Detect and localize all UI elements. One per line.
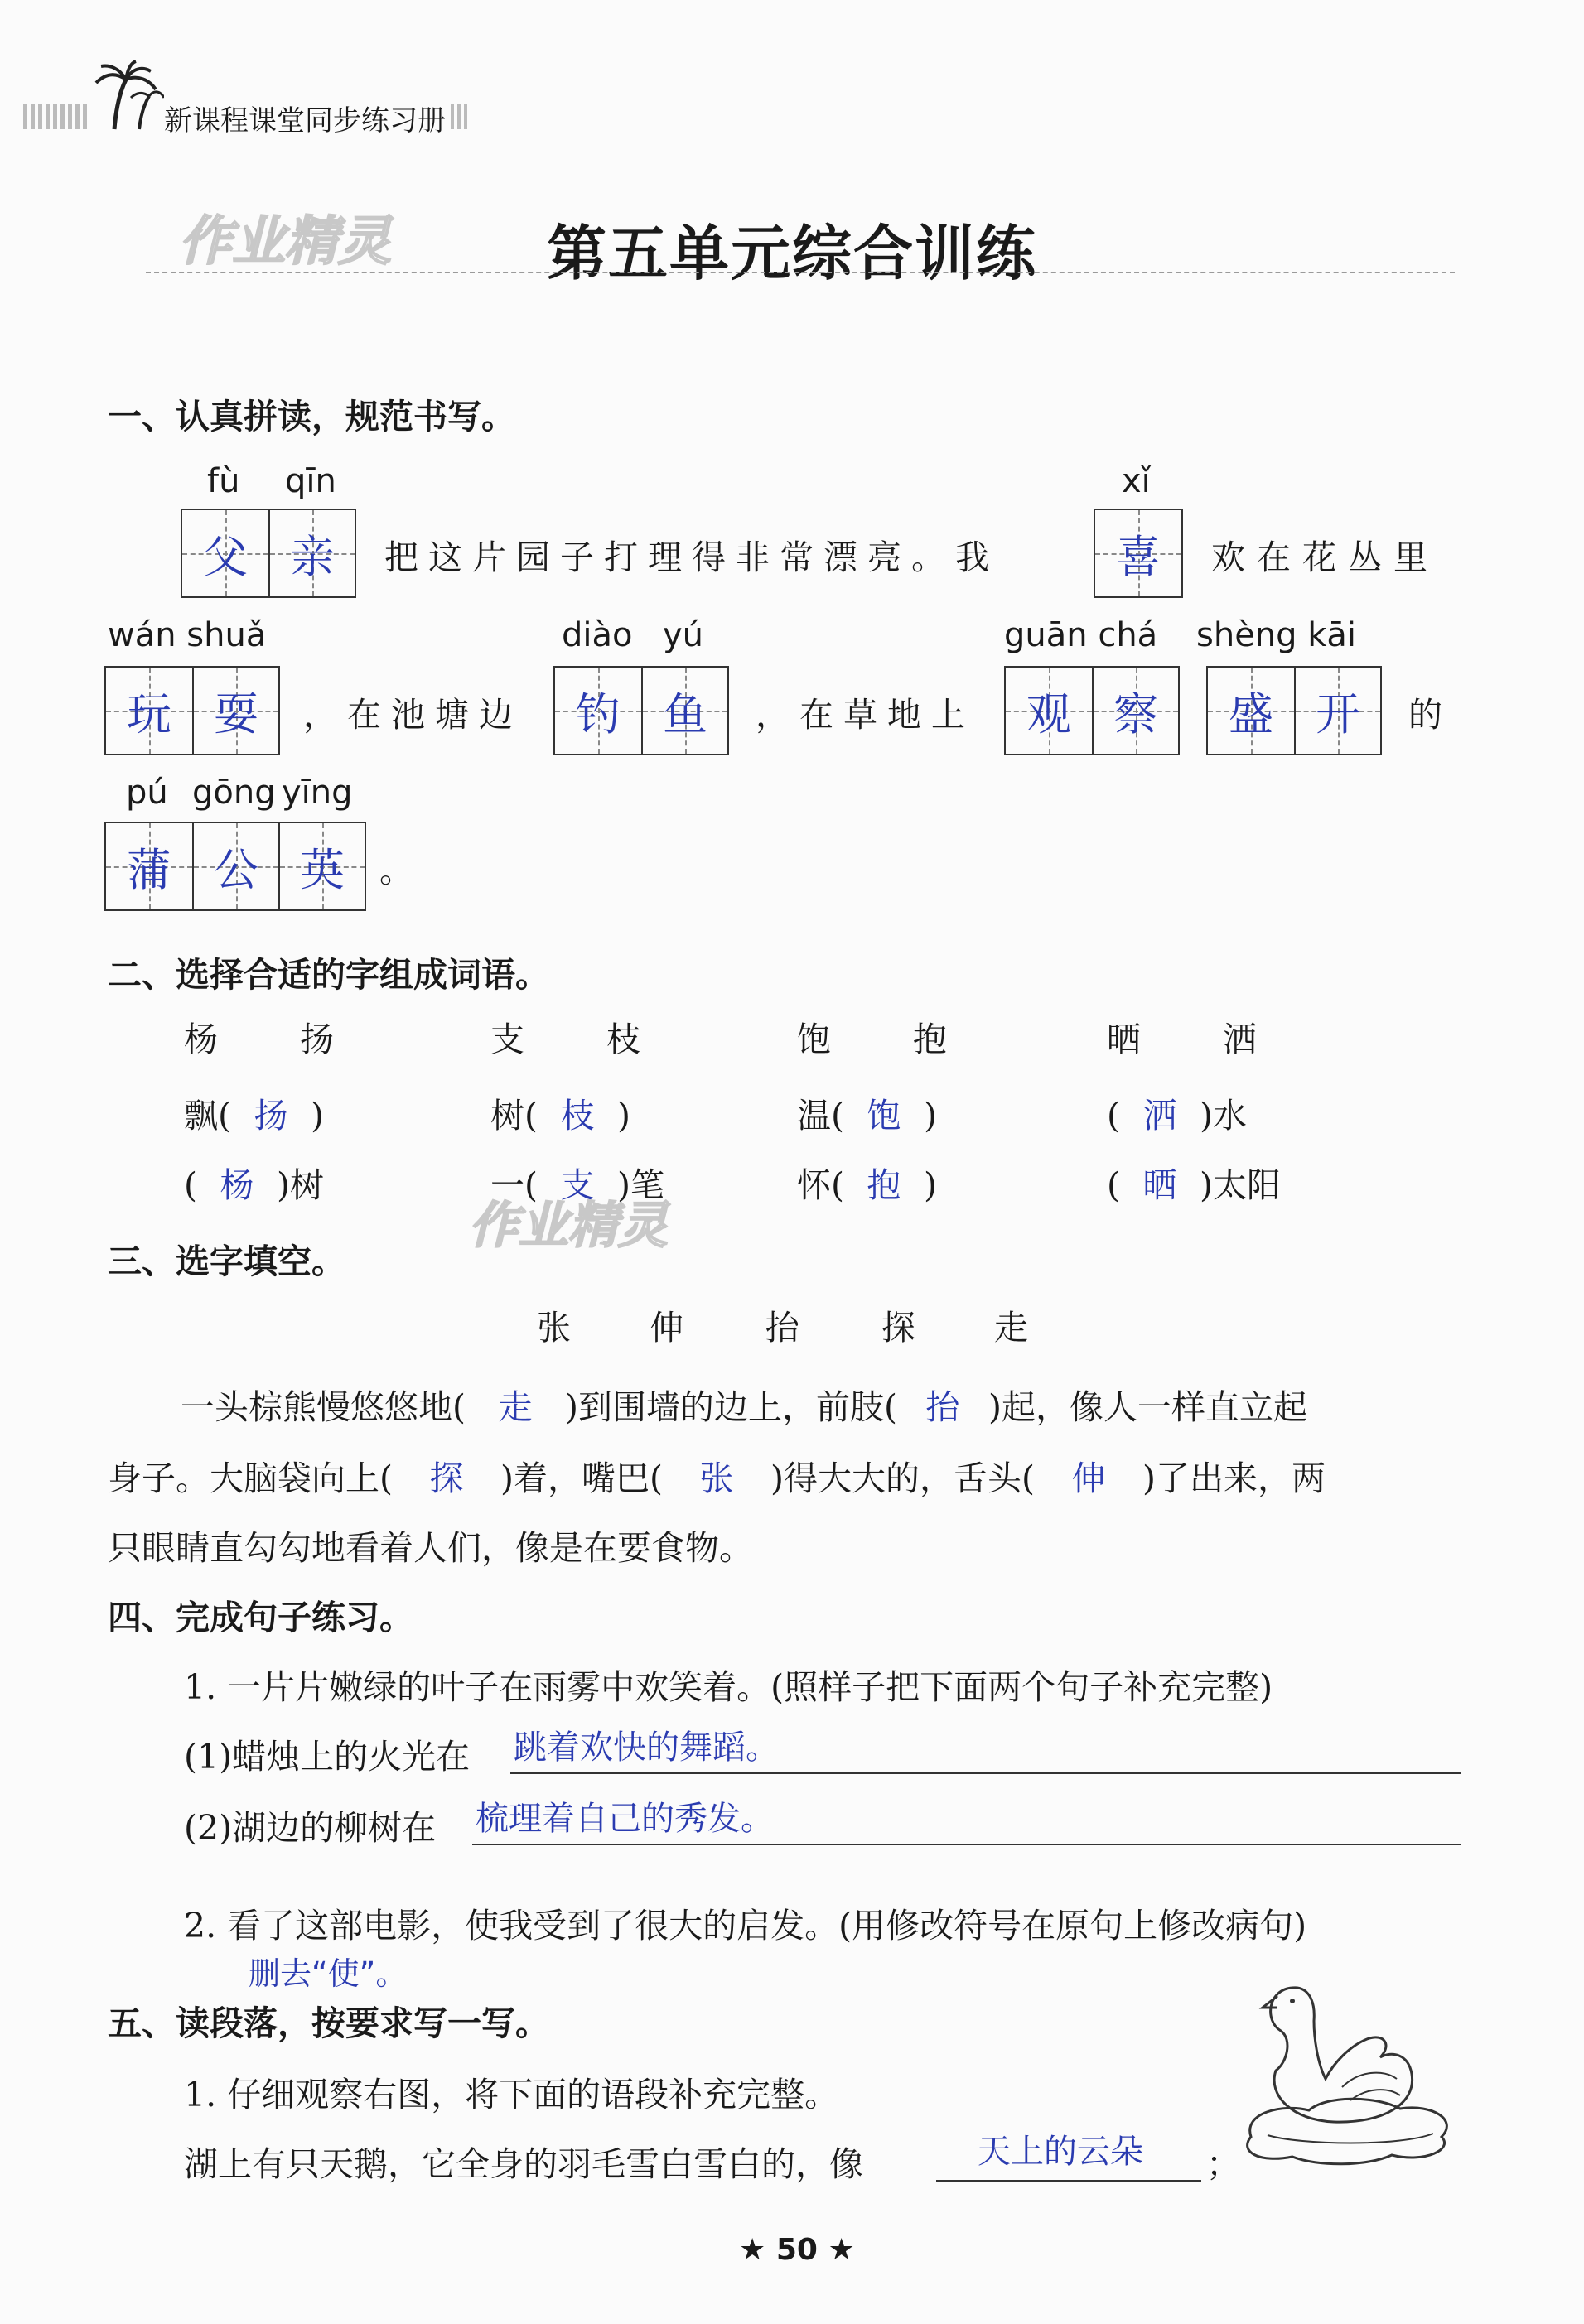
watermark: 作业精灵 [469, 1197, 668, 1255]
text-segment: 一头棕熊慢悠悠地( [181, 1387, 466, 1427]
option-char: 抱 [913, 1020, 947, 1059]
sentence-text: 欢在花丛里 [1211, 538, 1439, 577]
paragraph-line [108, 1451, 1326, 1500]
answer-box-pugongying[interactable] [104, 822, 366, 911]
answer-box-diaoyu[interactable] [553, 666, 729, 755]
section-5-heading: 五、读段落，按要求写一写。 [108, 2003, 549, 2043]
answer-line[interactable] [472, 1792, 1461, 1845]
pinyin-xi: xǐ [1122, 462, 1151, 500]
word-blank[interactable] [184, 1158, 324, 1207]
option-char: 洒 [1223, 1020, 1257, 1059]
answer-line[interactable] [936, 2125, 1201, 2182]
answer: 跳着欢快的舞蹈。 [514, 1729, 779, 1767]
blank-suffix: ) [617, 1096, 630, 1135]
answer: 伸 [1071, 1459, 1106, 1498]
word-blank[interactable] [1107, 1158, 1281, 1207]
pinyin-diao: diào [562, 616, 633, 654]
option-char: 走 [994, 1308, 1028, 1348]
blank-prefix: ( [1107, 1096, 1120, 1135]
q1b-prefix: (2)湖边的柳树在 [184, 1808, 437, 1848]
answer: 删去“使”。 [249, 1955, 408, 1992]
answer-box-shengkai[interactable] [1206, 666, 1382, 755]
pinyin-wanshua: wán shuǎ [108, 616, 267, 654]
option-char: 探 [881, 1308, 915, 1348]
paragraph-line [181, 1380, 1307, 1429]
header-decoration [23, 104, 89, 129]
answer-char: 亲 [290, 530, 335, 583]
blank-prefix: ( [1107, 1165, 1120, 1205]
answer: 抬 [925, 1387, 960, 1427]
blank-suffix: )水 [1200, 1096, 1247, 1135]
option-char: 枝 [606, 1020, 640, 1059]
answer-box-fuqin[interactable] [181, 509, 356, 598]
text-segment: )了出来，两 [1142, 1459, 1326, 1498]
answer-char: 鱼 [663, 687, 707, 740]
blank-prefix: 飘( [184, 1096, 231, 1135]
word-blank[interactable] [797, 1158, 937, 1207]
word-blank[interactable] [1107, 1088, 1247, 1137]
answer-char: 耍 [214, 687, 258, 740]
section-1-heading: 一、认真拼读，规范书写。 [108, 397, 515, 436]
paragraph-line: 湖上有只天鹅，它全身的羽毛雪白雪白的，像 [184, 2144, 863, 2184]
paragraph-line: 只眼睛直勾勾地看着人们，像是在要食物。 [108, 1528, 753, 1568]
book-title: 新课程课堂同步练习册 [164, 104, 446, 137]
sentence-text: ，在草地上 [756, 695, 975, 735]
answer: 梳理着自己的秀发。 [476, 1800, 774, 1838]
question-2: 2. 看了这部电影，使我受到了很大的启发。(用修改符号在原句上修改病句) [184, 1906, 1307, 1946]
question-1: 1. 一片片嫩绿的叶子在雨雾中欢笑着。(照样子把下面两个句子补充完整) [184, 1667, 1273, 1707]
answer: 探 [429, 1459, 464, 1498]
option-char: 扬 [300, 1020, 334, 1059]
answer-char: 察 [1113, 687, 1158, 740]
page-number-value: 50 [775, 2233, 818, 2267]
blank-prefix: 树( [490, 1096, 538, 1135]
text-segment: )起，像人一样直立起 [988, 1387, 1307, 1427]
word-blank[interactable] [184, 1088, 324, 1137]
header-decoration-end [451, 104, 469, 129]
blank-prefix: ( [184, 1165, 197, 1205]
sentence-text: 把这片园子打理得非常漂亮。我 [384, 538, 999, 577]
answer: 饱 [867, 1096, 901, 1135]
pinyin-qin: qīn [285, 462, 336, 500]
section-2-heading: 二、选择合适的字组成词语。 [108, 955, 549, 995]
blank-suffix: )笔 [617, 1165, 664, 1205]
section-4-heading: 四、完成句子练习。 [108, 1598, 413, 1637]
question-1: 1. 仔细观察右图，将下面的语段补充完整。 [184, 2075, 839, 2114]
answer: 抱 [867, 1165, 901, 1205]
answer: 杨 [220, 1165, 254, 1205]
text-segment: )着，嘴巴( [500, 1459, 663, 1498]
blank-suffix: ) [924, 1165, 937, 1205]
answer-line[interactable] [510, 1721, 1461, 1774]
blank-prefix: 怀( [797, 1165, 844, 1205]
answer-char: 公 [214, 843, 258, 896]
palm-tree-icon [89, 60, 164, 131]
pinyin-gong: gōng [192, 774, 276, 812]
blank-suffix: )树 [277, 1165, 324, 1205]
q1a-prefix: (1)蜡烛上的火光在 [184, 1737, 471, 1777]
blank-suffix: ) [924, 1096, 937, 1135]
answer-char: 盛 [1229, 687, 1273, 740]
answer-char: 玩 [127, 687, 171, 740]
pinyin-fu: fù [207, 462, 240, 500]
answer: 枝 [560, 1096, 595, 1135]
answer: 支 [560, 1165, 595, 1205]
watermark: 作业精灵 [179, 210, 391, 272]
swan-illustration [1234, 1971, 1466, 2170]
option-char: 张 [537, 1308, 571, 1348]
word-blank[interactable] [797, 1088, 937, 1137]
text-segment: 身子。大脑袋向上( [108, 1459, 393, 1498]
answer-box-wanshua[interactable] [104, 666, 280, 755]
page-title: 第五单元综合训练 [547, 218, 1038, 288]
answer-char: 观 [1026, 687, 1071, 740]
answer: 洒 [1142, 1096, 1177, 1135]
answer-char: 英 [300, 843, 345, 896]
text-segment: )得大大的，舌头( [770, 1459, 1035, 1498]
option-char: 伸 [650, 1308, 683, 1348]
title-divider [146, 272, 1455, 273]
sentence-text: 。 [379, 851, 413, 890]
answer: 晒 [1142, 1165, 1177, 1205]
pinyin-ying: yīng [282, 774, 353, 812]
blank-prefix: 一( [490, 1165, 538, 1205]
page-number: ★ 50 ★ [739, 2233, 855, 2267]
pinyin-yu: yú [663, 616, 704, 654]
pinyin-pu: pú [126, 774, 168, 812]
pinyin-guancha: guān chá [1004, 616, 1158, 654]
option-char: 饱 [797, 1020, 831, 1059]
sentence-text: ，在池塘边 [303, 695, 523, 735]
blank-prefix: 温( [797, 1096, 844, 1135]
answer-char: 蒲 [127, 843, 171, 896]
answer-char: 钓 [576, 687, 621, 740]
answer-char: 父 [203, 530, 248, 583]
option-char: 晒 [1107, 1020, 1141, 1059]
answer-char: 喜 [1116, 530, 1161, 583]
option-char: 抬 [765, 1308, 799, 1348]
answer: 天上的云朵 [978, 2133, 1143, 2171]
option-char: 杨 [184, 1020, 218, 1059]
answer-char: 开 [1316, 687, 1360, 740]
sentence-text: 的 [1408, 695, 1442, 735]
blank-suffix: ) [311, 1096, 324, 1135]
section-3-heading: 三、选字填空。 [108, 1242, 345, 1281]
answer: 走 [498, 1387, 533, 1427]
option-char: 支 [490, 1020, 524, 1059]
pinyin-shengkai: shèng kāi [1196, 616, 1357, 654]
blank-suffix: )太阳 [1200, 1165, 1281, 1205]
answer: 张 [699, 1459, 734, 1498]
text-segment: )到围墙的边上，前肢( [565, 1387, 897, 1427]
punctuation: ； [1206, 2144, 1240, 2184]
word-blank[interactable] [490, 1088, 630, 1137]
answer: 扬 [254, 1096, 288, 1135]
answer-box-guancha[interactable] [1004, 666, 1180, 755]
answer-box-xi[interactable] [1094, 509, 1183, 598]
